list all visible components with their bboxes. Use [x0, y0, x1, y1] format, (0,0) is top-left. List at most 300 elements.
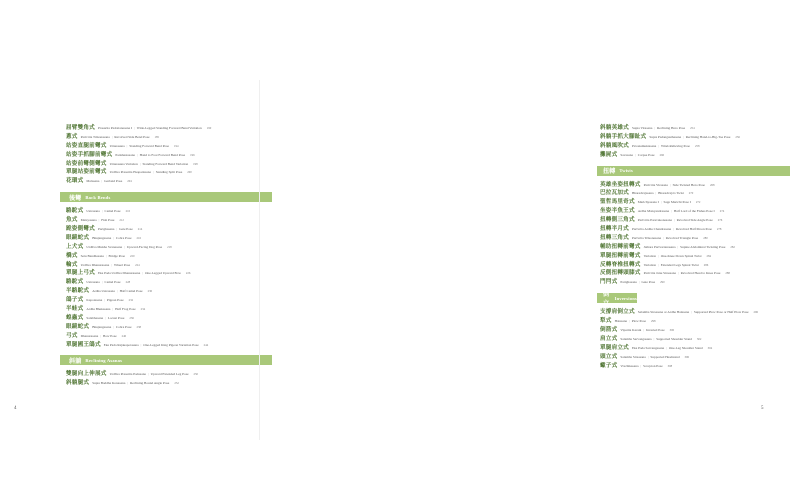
pose-name-sanskrit: Eka Pada Urdhva Dhanurasana: [97, 271, 141, 276]
section-header: [60, 355, 272, 365]
section-title-cn: 斜躺: [69, 357, 82, 365]
separator: |: [126, 143, 128, 148]
separator: |: [101, 280, 103, 285]
pose-name-sanskrit: Bharadvajasana: [631, 191, 654, 196]
pose-name-en: One-Legged King Pigeon Variation Pose: [143, 342, 199, 347]
page-ref: 244: [203, 342, 209, 347]
separator: |: [669, 182, 671, 187]
separator: |: [658, 262, 659, 267]
pose-name-en: Revolved Side Angle Pose: [676, 218, 713, 223]
pose-name-cn: 駱駝式: [66, 208, 84, 215]
pose-name-en: Revolved Head to Knee Pose: [680, 271, 721, 276]
toc-entry: [600, 189, 770, 198]
pose-name-en: Garland Pose: [104, 179, 123, 184]
pose-name-sanskrit: Bhujangasana: [92, 235, 112, 240]
pose-name-cn: 站姿前彎側彎式: [66, 160, 107, 167]
pose-name-en: Hand to Foot Forward Bend Pose: [139, 152, 186, 157]
pose-name-sanskrit: Parivrtta Trikonasana: [80, 134, 110, 139]
page-ref: 268: [709, 182, 715, 187]
separator: |: [101, 179, 103, 184]
page-ref: 270: [688, 191, 694, 196]
pose-name-en: Inverted Pose: [646, 328, 665, 333]
pose-name-en: Wheel Pose: [114, 262, 131, 267]
pose-name-cn: 反轉脊椎扭轉式: [600, 261, 641, 268]
pose-name-en: Reclining Bound Angle Pose: [130, 381, 170, 386]
toc-entry: [600, 243, 770, 252]
pose-name-sanskrit: Jathara Parivartanasana: [643, 244, 676, 249]
pose-name-en: Standing Forward Bend Pose: [129, 143, 169, 148]
pose-name-sanskrit: Urdhva Prasarita Ekapadasana: [109, 170, 151, 175]
pose-name-en: Camel Pose: [104, 280, 121, 285]
pose-name-sanskrit: Matsyasana: [80, 218, 97, 223]
pose-name-sanskrit: Salamba Sirsasana or Ardha Halasana: [637, 310, 690, 315]
pose-name-cn: 蔥式: [66, 133, 78, 140]
pose-name-sanskrit: Parivrtta Parsvakonasana: [637, 218, 672, 223]
separator: |: [136, 152, 138, 157]
toc-entry: [66, 370, 246, 379]
toc-entry: [600, 207, 770, 216]
separator: |: [116, 289, 118, 294]
toc-entry: [66, 323, 246, 332]
pose-name-sanskrit: Urdhva Dhanurasana: [80, 262, 110, 267]
pose-name-sanskrit: Parighasana: [97, 227, 115, 232]
toc-entry: [600, 353, 770, 362]
pose-name-sanskrit: Eka Pada Sarvangasana: [631, 345, 665, 350]
pose-name-en: Bridge Pose: [108, 253, 126, 258]
pose-name-cn: 花環式: [66, 178, 84, 185]
section-title-cn: 後彎: [69, 194, 82, 202]
separator: |: [643, 328, 645, 333]
separator: |: [140, 342, 142, 347]
separator: |: [683, 134, 684, 139]
separator: |: [691, 310, 692, 315]
section-title-cn: 扭轉: [603, 168, 616, 176]
pose-name-sanskrit: Kapotasana: [86, 298, 103, 303]
page-ref: 254: [690, 126, 695, 130]
page-ref: 212: [119, 218, 124, 223]
page-ref: 302: [696, 336, 702, 341]
toc-entry: [66, 151, 246, 160]
separator: |: [647, 354, 649, 359]
toc-entry: [66, 278, 246, 287]
separator: |: [671, 209, 672, 214]
page-ref: 290: [660, 280, 665, 285]
pose-name-en: One-Legged Upward Bow: [144, 271, 181, 276]
page-ref: 298: [650, 319, 656, 324]
pose-name-cn: 坐姿半魚王式: [600, 208, 635, 215]
page-ref: 288: [725, 271, 730, 276]
page-ref: 296: [753, 310, 759, 315]
separator: |: [147, 372, 149, 377]
pose-name-en: Side Twisted Hero Pose: [672, 182, 705, 187]
pose-name-en: Pigeon Pose: [106, 298, 124, 303]
separator: |: [111, 134, 113, 139]
pose-name-sanskrit: Padahastasana: [115, 152, 135, 157]
toc-entry: [66, 177, 246, 186]
page-ref: 258: [694, 143, 700, 148]
page-ref: 252: [174, 381, 179, 386]
page-ref: 224: [135, 262, 140, 267]
pose-name-sanskrit: Savasana: [620, 152, 634, 157]
page-ref: 214: [137, 227, 143, 232]
pose-name-cn: 跪姿側彎式: [66, 226, 95, 233]
toc-entry: [66, 133, 246, 142]
toc-entry: [600, 278, 770, 287]
pose-name-sanskrit: Ardha Ustrasana: [92, 289, 115, 294]
page-ref: 274: [719, 209, 725, 214]
separator: |: [653, 336, 655, 341]
pose-name-cn: 弓式: [66, 332, 78, 339]
pose-name-sanskrit: Salabhasana: [86, 315, 104, 320]
page-ref: 276: [717, 218, 723, 223]
toc-entry: [600, 225, 770, 234]
pose-name-cn: 扭轉側三角式: [600, 217, 635, 224]
pose-name-cn: 站姿直腿前彎式: [66, 142, 107, 149]
separator: |: [105, 315, 106, 320]
separator: |: [658, 143, 659, 148]
pose-name-en: Half Camel Pose: [119, 289, 143, 294]
pose-name-cn: 蠍子式: [600, 362, 618, 369]
pose-name-cn: 單腿上弓式: [66, 270, 95, 277]
pose-name-en: Gate Pose: [641, 280, 656, 285]
pose-name-en: Corpse Pose: [637, 152, 655, 157]
page-ref: 230: [147, 289, 153, 294]
toc-entry: [600, 326, 770, 335]
pose-name-sanskrit: Malasana: [86, 179, 100, 184]
pose-name-sanskrit: Ustrasana: [86, 209, 100, 214]
left-page: [0, 0, 260, 500]
separator: |: [98, 218, 100, 223]
pose-name-en: Gate Pose: [119, 227, 133, 232]
pose-name-cn: 頭立式: [600, 353, 618, 360]
pose-name-cn: 巴拉瓦加式: [600, 190, 629, 197]
page-ref: 304: [707, 345, 713, 350]
page-ref: 200: [187, 170, 192, 175]
pose-name-cn: 支撐肩倒立式: [600, 309, 635, 316]
toc-entry: [66, 124, 246, 133]
pose-name-en: Sage Marichi Pose I: [663, 200, 691, 205]
page-ref: 190: [206, 126, 212, 130]
section-title-en: Inversions: [614, 295, 637, 301]
page-ref: 220: [130, 253, 135, 258]
toc-entry: [66, 261, 246, 270]
section-header: [597, 166, 790, 176]
pose-name-sanskrit: Eka Pada Rajakapotasana: [103, 342, 139, 347]
pose-name-en: Upward Extended Leg Pose: [150, 372, 189, 377]
toc-entry: [66, 234, 246, 243]
pose-name-sanskrit: Ardha Bhekasana: [86, 307, 111, 312]
page-ref: 280: [703, 235, 708, 240]
pose-name-cn: 斜躺英雄式: [600, 125, 629, 131]
pose-name-en: Revolved Side Bend Pose: [114, 134, 150, 139]
pose-name-en: One-Leg Shoulder Stand: [668, 345, 703, 350]
pose-name-cn: 犁式: [600, 318, 612, 325]
separator: |: [673, 218, 675, 223]
page-ref: 236: [129, 315, 134, 320]
separator: |: [677, 244, 679, 249]
pose-name-sanskrit: Urdhva Mukha Svanasana: [86, 244, 123, 249]
pose-name-cn: 英雄坐姿扭轉式: [600, 181, 641, 188]
pose-name-cn: 單腿扭轉前彎式: [600, 252, 641, 259]
pose-name-cn: 單腿站姿前彎式: [66, 169, 107, 176]
pose-name-en: Supported Shoulder Stand: [656, 336, 692, 341]
pose-name-cn: 斜躺風吹式: [600, 142, 629, 149]
separator: |: [139, 161, 141, 166]
page-ref: 260: [659, 152, 665, 157]
toc-entry: [66, 287, 246, 296]
toc-entry: [600, 181, 770, 190]
pose-name-cn: 雙腿向上伸展式: [66, 371, 107, 378]
separator: |: [104, 298, 105, 303]
page-ref: 196: [190, 152, 195, 157]
pose-name-en: Plow Pose: [631, 319, 646, 324]
pose-name-sanskrit: Pavanamuktasana: [631, 143, 657, 148]
page-ref: 284: [706, 253, 712, 258]
toc-entry: [600, 317, 770, 326]
separator: |: [142, 271, 143, 276]
pose-name-en: One-Knee Down Spinal Twist: [660, 253, 702, 258]
separator: |: [640, 363, 642, 368]
toc-entry: [66, 332, 246, 341]
pose-name-cn: 扭轉三角式: [600, 234, 629, 241]
page-ref: 250: [193, 372, 199, 377]
pose-name-en: Standing Forward Bend Variation: [142, 161, 189, 166]
page-ref: 272: [695, 200, 701, 205]
separator: |: [655, 191, 657, 196]
pose-name-sanskrit: Supta Padangusthasana: [649, 134, 682, 139]
page-ref: 256: [735, 134, 740, 139]
toc-entry: [66, 314, 246, 323]
pose-name-cn: 駱駝式: [66, 279, 84, 286]
pose-name-en: Supine Abdominal Twisting Pose: [680, 244, 726, 249]
toc-entry: [66, 142, 246, 151]
separator: |: [111, 262, 112, 267]
pose-name-cn: 斜躺手抓大腳趾式: [600, 133, 647, 140]
pose-name-en: Supported Plow Pose or Half Plow Pose: [693, 310, 749, 315]
section-title-en: Twists: [619, 168, 633, 174]
pose-name-cn: 鴿子式: [66, 297, 84, 304]
pose-name-en: Half Frog Pose: [115, 307, 136, 312]
pose-name-cn: 上犬式: [66, 243, 84, 250]
page-ref: 308: [667, 363, 673, 368]
pose-name-sanskrit: Parivrtta Ardha Chandrasana: [631, 227, 672, 232]
pose-name-cn: 屈臂雙角式: [66, 125, 95, 131]
toc-entry: [66, 341, 246, 350]
separator: |: [658, 253, 659, 258]
pose-name-sanskrit: Bhujangasana: [92, 324, 112, 329]
pose-name-sanskrit: Supta Virasana: [631, 126, 653, 130]
toc-entry: [600, 362, 770, 371]
pose-name-sanskrit: Halasana: [614, 319, 628, 324]
pose-name-sanskrit: Supta Baddha Konasana: [92, 381, 126, 386]
pose-name-sanskrit: Salamba Sarvangasana: [620, 336, 652, 341]
page-ref: 204: [127, 179, 132, 184]
pose-name-cn: 單腿肩立式: [600, 344, 629, 351]
toc-entry: [600, 198, 770, 207]
toc-entry: [600, 151, 770, 160]
toc-entry: [66, 379, 246, 388]
separator: |: [638, 280, 640, 285]
pose-name-en: Reclining Hand-to-Big-Toe Pose: [685, 134, 731, 139]
pose-name-cn: 橋式: [66, 252, 78, 259]
left-page-number: 4: [14, 406, 17, 411]
separator: |: [134, 126, 135, 130]
separator: |: [635, 152, 636, 157]
pose-name-sanskrit: Prasarita Padottanasana I: [97, 126, 133, 130]
pose-name-en: Revolved Half Moon Pose: [675, 227, 712, 232]
right-page-number: 5: [761, 406, 764, 411]
pose-name-en: Camel Pose: [104, 209, 121, 214]
separator: |: [127, 381, 129, 386]
pose-name-sanskrit: Vrschikasana: [620, 363, 639, 368]
separator: |: [666, 345, 667, 350]
pose-name-en: Standing Split Pose: [155, 170, 183, 175]
section-title-en: Reclining Asanas: [85, 357, 123, 363]
pose-name-sanskrit: Parighasana: [620, 280, 637, 285]
pose-name-cn: 輪式: [66, 261, 78, 268]
right-page: [260, 0, 764, 500]
page-ref: 278: [716, 227, 722, 232]
toc-entry: [600, 261, 770, 270]
pose-name-sanskrit: Uttanasana: [109, 143, 125, 148]
pose-name-cn: 攤屍式: [600, 151, 618, 158]
left-contents-column: [66, 124, 246, 388]
page-ref: 228: [125, 280, 131, 285]
pose-name-sanskrit: Variation: [643, 262, 656, 267]
pose-name-sanskrit: Marichyasana I: [637, 200, 659, 205]
toc-entry: [66, 225, 246, 234]
separator: |: [124, 244, 125, 249]
page-ref: 210: [125, 209, 131, 214]
toc-entry: [66, 160, 246, 169]
separator: |: [673, 227, 674, 232]
toc-entry: [66, 168, 246, 177]
page-ref: 286: [703, 262, 709, 267]
toc-entry: [600, 142, 770, 151]
pose-name-sanskrit: Parivrtta Virasana: [643, 182, 668, 187]
page-ref: 232: [128, 298, 134, 303]
page-ref: 226: [185, 271, 191, 276]
pose-name-en: Scorpion Pose: [643, 363, 663, 368]
page-ref: 185: [154, 134, 160, 139]
pose-name-cn: 半蛙式: [66, 306, 84, 313]
page-ref: 194: [173, 143, 179, 148]
pose-name-sanskrit: Uttanasana Variation: [109, 161, 138, 166]
pose-name-sanskrit: Ustrasana: [86, 280, 100, 285]
toc-entry: [600, 216, 770, 225]
toc-entry: [600, 124, 770, 133]
separator: |: [629, 319, 630, 324]
pose-name-cn: 輔助扭轉前彎式: [600, 243, 641, 250]
pose-name-en: Fish Pose: [101, 218, 115, 223]
toc-entry: [600, 252, 770, 261]
toc-entry: [66, 305, 246, 314]
toc-entry: [600, 308, 770, 317]
toc-entry: [600, 344, 770, 353]
toc-entry: [66, 269, 246, 278]
pose-name-en: Wide-Legged Standing Forward Bend Variation: [136, 126, 202, 130]
toc-entry: [600, 269, 770, 278]
page-ref: 234: [140, 307, 146, 312]
separator: |: [654, 126, 656, 130]
pose-name-en: Reclining Hero Pose: [657, 126, 686, 130]
pose-name-sanskrit: Parivrtta Janu Sirsasana: [643, 271, 676, 276]
separator: |: [116, 227, 118, 232]
toc-entry: [600, 133, 770, 142]
pose-name-en: Supported Headstand: [650, 354, 680, 359]
pose-name-en: Locust Pose: [107, 315, 125, 320]
page-ref: 216: [136, 235, 141, 240]
pose-name-sanskrit: Setu Bandhasana: [80, 253, 104, 258]
pose-name-en: Bow Pose: [102, 333, 117, 338]
separator: |: [677, 271, 679, 276]
page-ref: 198: [193, 161, 198, 166]
pose-name-en: Cobra Pose: [115, 235, 132, 240]
pose-name-cn: 聖哲馬里奇式: [600, 199, 635, 206]
toc-entry: [66, 243, 246, 252]
page-ref: 218: [167, 244, 172, 249]
pose-name-sanskrit: Viparita Karani: [620, 328, 642, 333]
section-header: [60, 192, 272, 202]
pose-name-cn: 肩立式: [600, 335, 618, 342]
section-header: [597, 291, 637, 308]
separator: |: [113, 324, 114, 329]
toc-entry: [600, 335, 770, 344]
pose-name-en: Half Lord of the Fishes Pose I: [673, 209, 715, 214]
pose-name-cn: 門閂式: [600, 279, 618, 286]
separator: |: [113, 235, 114, 240]
pose-name-en: Extended Legs Spinal Twist: [660, 262, 699, 267]
pose-name-cn: 扭轉半月式: [600, 226, 629, 233]
page-ref: 238: [136, 324, 141, 329]
pose-name-en: Bharadvaja's Twist: [658, 191, 684, 196]
separator: |: [663, 235, 664, 240]
right-contents-column: [600, 124, 770, 370]
pose-name-en: Cobra Pose: [115, 324, 132, 329]
section-title-en: Back Bends: [85, 194, 111, 200]
pose-name-en: Wind-Relieving Pose: [660, 143, 690, 148]
separator: |: [105, 253, 107, 258]
pose-name-sanskrit: Urdhva Prasarita Padasana: [109, 372, 146, 377]
pose-name-cn: 站姿手抓腳前彎式: [66, 151, 113, 158]
page-ref: 306: [684, 354, 690, 359]
pose-name-sanskrit: Parivrtta Trikonasana: [631, 235, 662, 240]
page-ref: 282: [730, 244, 735, 249]
pose-name-cn: 反側扭轉頭膝式: [600, 270, 641, 277]
toc-entry: [600, 234, 770, 243]
pose-name-sanskrit: Dhanurasana: [80, 333, 99, 338]
pose-name-sanskrit: Ardha Matsyendrasana: [637, 209, 670, 214]
pose-name-en: Revolved Triangle Pose: [665, 235, 699, 240]
pose-name-cn: 魚式: [66, 217, 78, 224]
pose-name-cn: 眼鏡蛇式: [66, 323, 90, 330]
separator: |: [660, 200, 662, 205]
pose-name-cn: 倒箭式: [600, 327, 618, 334]
toc-entry: [66, 216, 246, 225]
separator: |: [100, 333, 101, 338]
page-ref: 300: [669, 328, 675, 333]
pose-name-sanskrit: Salamba Sirsasana: [620, 354, 646, 359]
pose-name-cn: 蝗蟲式: [66, 314, 84, 321]
separator: |: [153, 170, 154, 175]
separator: |: [112, 307, 114, 312]
pose-name-cn: 單腿國王鴿式: [66, 341, 101, 348]
pose-name-cn: 眼鏡蛇式: [66, 234, 90, 241]
pose-name-cn: 半駱駝式: [66, 288, 90, 295]
pose-name-sanskrit: Variation: [643, 253, 656, 258]
page-ref: 240: [121, 333, 127, 338]
pose-name-cn: 斜躺腿式: [66, 380, 90, 387]
